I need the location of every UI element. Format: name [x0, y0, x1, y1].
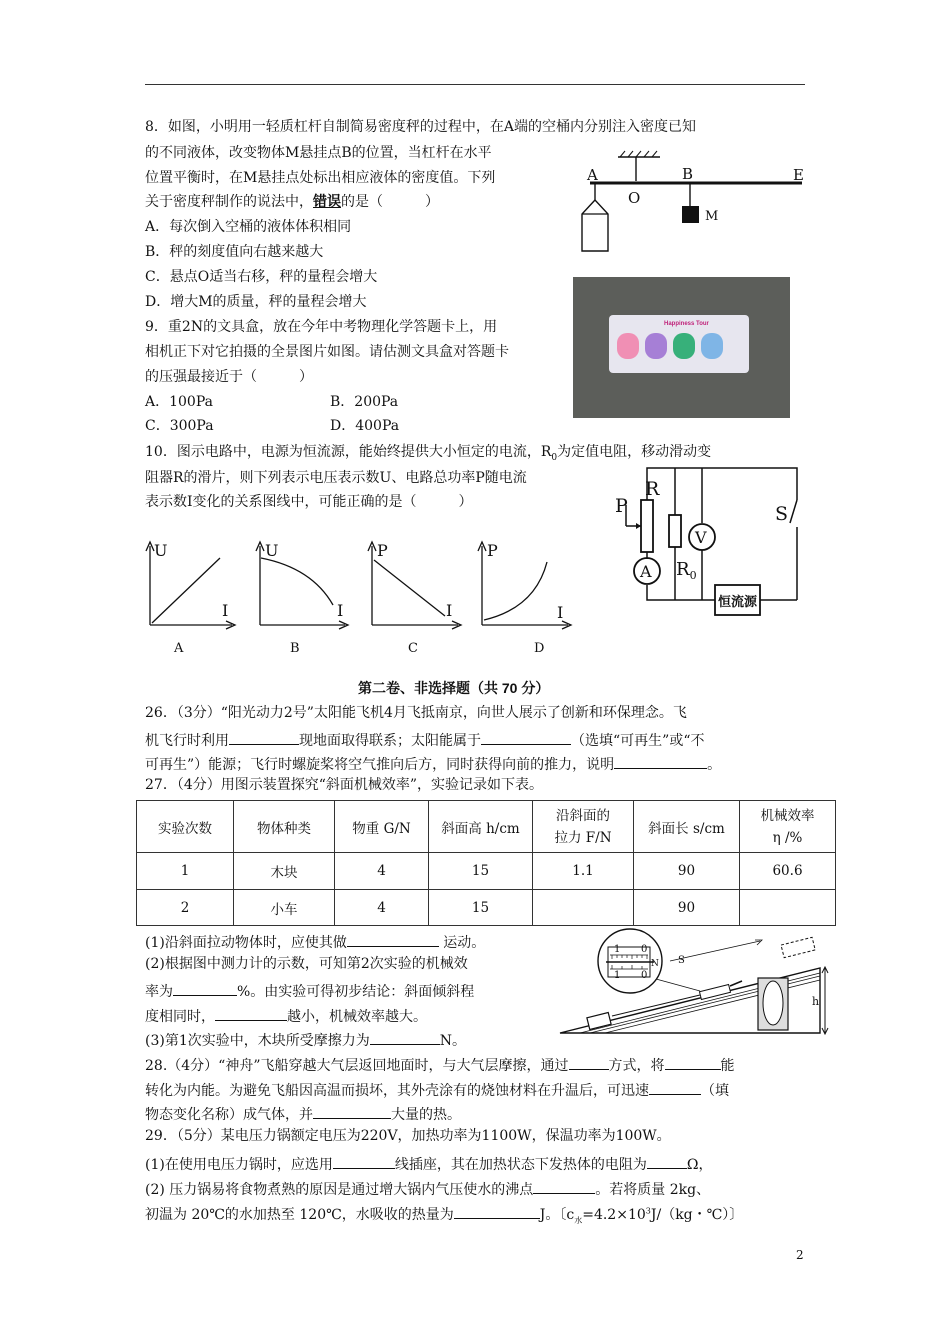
bear-pink-icon	[617, 333, 639, 359]
q27-intro: 27．（4分）用图示装置探究“斜面机械效率”，实验记录如下表。	[145, 777, 544, 793]
q9-line1: 9．重2N的文具盒，放在今年中考物理化学答题卡上，用	[145, 319, 498, 335]
q9-line3: 的压强最接近于（ ）	[145, 369, 313, 385]
q28-line1-end: 能	[720, 1058, 735, 1074]
q9-line2: 相机正下对它拍摄的全景图片如图。请估测文具盒对答题卡	[145, 344, 509, 360]
header-rule	[145, 84, 805, 85]
cell: 15	[429, 890, 533, 926]
q8-line4-end: 的是（ ）	[341, 194, 439, 210]
q27-data-table	[136, 800, 836, 926]
circuit-label-r0	[676, 559, 697, 582]
q26-line3-text: 可再生”）能源；飞行时螺旋桨将空气推向后方，同时获得向前的推力，说明	[145, 757, 615, 773]
q29-line2-end: Ω，	[686, 1157, 713, 1173]
q29-blank-1[interactable]	[333, 1154, 395, 1169]
header-efficiency-l1: 机械效率	[760, 807, 815, 824]
q27-sub2-line2	[145, 981, 474, 999]
voltmeter-label: V	[695, 528, 707, 547]
cell: 1	[137, 853, 234, 890]
q8-label-m: M	[705, 209, 719, 224]
q26-blank-3[interactable]	[614, 754, 707, 769]
q9-option-c: C．300Pa	[145, 418, 214, 434]
header-weight: 物重 G/N	[335, 801, 429, 853]
q28-line1-mid: 方式，将	[608, 1058, 665, 1074]
q26-blank-2[interactable]	[481, 730, 571, 745]
graph-b-option: B	[290, 641, 300, 656]
q8-label-a: A	[587, 166, 598, 184]
pencil-box	[609, 315, 749, 373]
header-efficiency	[740, 801, 836, 853]
q29-blank-4[interactable]	[454, 1204, 540, 1219]
graph-d-x-label: I	[557, 603, 564, 622]
q28-blank-4[interactable]	[313, 1104, 391, 1119]
header-pull-force-l1: 沿斜面的	[556, 807, 610, 824]
cell: 2	[137, 890, 234, 926]
q27-sub1-text: (1)沿斜面拉动物体时，应使其做	[145, 935, 347, 951]
q8-emphasis-wrong: 错误	[313, 194, 341, 210]
q29-exponent: 3	[645, 1206, 651, 1216]
cell: 90	[634, 890, 740, 926]
q27-sub3	[145, 1030, 466, 1048]
q26-blank-1[interactable]	[229, 730, 299, 745]
q29-line2	[145, 1154, 712, 1172]
q8-label-o: O	[628, 189, 641, 207]
header-trial: 实验次数	[137, 801, 234, 853]
scale-unit-n: N	[651, 959, 659, 969]
q9-pencil-box-photo	[573, 277, 790, 418]
q28-line2-end: （填	[701, 1083, 729, 1099]
r0-main: R	[676, 559, 690, 580]
q29-blank-3[interactable]	[533, 1179, 595, 1194]
q27-sub2-l3-text: 度相同时，	[145, 1009, 215, 1025]
bear-purple-icon	[645, 333, 667, 359]
header-length: 斜面长 s/cm	[634, 801, 740, 853]
q26-line2	[145, 730, 704, 748]
q28-line2-text: 转化为内能。为避免飞船因高温而损坏，其外壳涂有的烧蚀材料在升温后，可迅速	[145, 1083, 649, 1099]
pencil-box-logo-text: Happiness Tour	[664, 321, 709, 327]
q29-line4-text: 初温为 20℃的水加热至 120℃，水吸收的热量为	[145, 1207, 454, 1223]
q28-line3-text: 物态变化名称）成气体，并	[145, 1107, 313, 1123]
q26-line2-text: 机飞行时利用	[145, 733, 229, 749]
header-object: 物体种类	[234, 801, 335, 853]
q8-line2: 的不同液体，改变物体M悬挂点B的位置，当杠杆在水平	[145, 145, 492, 161]
q28-blank-1[interactable]	[569, 1055, 609, 1070]
q27-sub2-line1: (2)根据图中测力计的示数，可知第2次实验的机械效	[145, 956, 468, 972]
q9-option-b: B．200Pa	[330, 394, 399, 410]
q27-sub3-end: N。	[439, 1033, 466, 1049]
r0-sub: 0	[689, 569, 697, 582]
q26-line1: 26．（3分）“阳光动力2号”太阳能飞机4月飞抵南京，向世人展示了创新和环保理念。飞	[145, 705, 687, 721]
scale-label-0b: 0	[641, 970, 648, 981]
graph-c-option: C	[408, 641, 418, 656]
q8-label-b: B	[682, 165, 694, 183]
q28-blank-3[interactable]	[649, 1080, 701, 1095]
bear-green-icon	[673, 333, 695, 359]
q27-blank-3[interactable]	[215, 1006, 287, 1021]
scale-label-0: 0	[641, 944, 648, 955]
q10-line1-text: 10．图示电路中，电源为恒流源，能始终提供大小恒定的电流，R	[145, 444, 552, 460]
header-pull-force	[533, 801, 634, 853]
q27-blank-4[interactable]	[370, 1030, 440, 1045]
q10-r0-sub: 0	[551, 452, 558, 463]
q9-option-d: D．400Pa	[330, 418, 400, 434]
q8-line3: 位置平衡时，在M悬挂点处标出相应液体的密度值。下列	[145, 170, 496, 186]
q8-option-c: C．悬点O适当右移，秤的量程会增大	[145, 269, 378, 285]
page-number: 2	[796, 1248, 804, 1262]
q27-sub2-l2-text: 率为	[145, 984, 173, 1000]
q26-line3-end: 。	[707, 757, 722, 773]
q8-option-b: B．秤的刻度值向右越来越大	[145, 244, 324, 260]
q8-lever-figure	[570, 150, 810, 260]
q29-line3-end: 。若将质量 2kg、	[595, 1182, 711, 1198]
header-height: 斜面高 h/cm	[429, 801, 533, 853]
graph-a-x-label: I	[222, 601, 229, 620]
circuit-label-p: P	[615, 495, 628, 517]
cell: 木块	[234, 853, 335, 890]
table-row	[137, 853, 836, 890]
graph-b	[256, 541, 348, 656]
q29-blank-2[interactable]	[647, 1154, 687, 1169]
q8-line4-text: 关于密度秤制作的说法中，	[145, 194, 313, 210]
q29-water-sub: 水	[574, 1215, 583, 1225]
header-pull-force-l2: 拉力 F/N	[554, 829, 612, 846]
q27-sub1	[145, 932, 485, 950]
section-2-heading: 第二卷、非选择题（共 70 分）	[358, 680, 550, 696]
current-source-label: 恒流源	[718, 595, 758, 610]
q10-line1-end: 为定值电阻，移动滑动变	[557, 444, 712, 460]
answer-cell-pull-force[interactable]	[533, 890, 634, 926]
cell: 1.1	[533, 853, 634, 890]
table-header-row	[137, 801, 836, 853]
q29-line4	[145, 1204, 743, 1225]
graph-d	[478, 541, 571, 656]
graph-b-x-label: I	[337, 601, 344, 620]
graph-a-y-label: U	[154, 541, 168, 560]
q10-line1	[145, 445, 711, 463]
q29-line1: 29．（5分）某电压力锅额定电压为220V，加热功率为1100W，保温功率为100W。	[145, 1128, 671, 1144]
bear-blue-icon	[701, 333, 723, 359]
q27-blank-1[interactable]	[347, 932, 439, 947]
q8-line4	[145, 195, 439, 209]
q27-sub3-text: (3)第1次实验中，木块所受摩擦力为	[145, 1033, 370, 1049]
graph-b-y-label: U	[265, 541, 279, 560]
q28-blank-2[interactable]	[665, 1055, 721, 1070]
incline-h-label: h	[812, 995, 820, 1008]
switch-label-s: S	[775, 503, 789, 525]
graph-a	[146, 541, 235, 656]
q29-line3-text: (2) 压力锅易将食物煮熟的原因是通过增大锅内气压使水的沸点	[145, 1182, 534, 1198]
scale-label-1b: 1	[614, 970, 621, 981]
q28-line3	[145, 1104, 461, 1122]
q9-option-a: A．100Pa	[145, 394, 213, 410]
q27-sub2-l3-end: 越小，机械效率越大。	[287, 1009, 427, 1025]
q29-line2-mid: 线插座，其在加热状态下发热体的电阻为	[394, 1157, 647, 1173]
q28-line2	[145, 1080, 729, 1098]
cell: 小车	[234, 890, 335, 926]
cell: 4	[335, 890, 429, 926]
q29-line3	[145, 1179, 710, 1197]
q29-line4-c: J。〔c	[539, 1207, 575, 1223]
cell: 4	[335, 853, 429, 890]
q10-graphs	[140, 538, 590, 658]
ammeter-label: A	[640, 562, 652, 581]
q27-sub2-line3	[145, 1006, 427, 1024]
q29-line4-unit: J/（kg・℃）〕	[650, 1207, 744, 1223]
q8-option-a: A．每次倒入空桶的液体体积相同	[145, 219, 352, 235]
graph-c	[368, 541, 461, 656]
q26-line2-end: （选填“可再生”或“不	[571, 733, 705, 749]
q27-sub1-end: 运动。	[438, 935, 486, 951]
q8-line1: 8．如图，小明用一轻质杠杆自制简易密度秤的过程中，在A端的空桶内分别注入密度已知	[145, 119, 697, 135]
q10-line2: 阻器R的滑片，则下列表示电压表示数U、电路总功率P随电流	[145, 470, 527, 486]
graph-c-x-label: I	[446, 601, 453, 620]
q28-line1-text: 28.（4分）“神舟”飞船穿越大气层返回地面时，与大气层摩擦，通过	[145, 1058, 569, 1074]
q29-line2-text: (1)在使用电压力锅时，应选用	[145, 1157, 333, 1173]
circuit-label-r: R	[645, 478, 660, 500]
graph-d-option: D	[534, 641, 545, 656]
header-efficiency-l2: η /%	[772, 829, 803, 846]
q26-line3	[145, 754, 721, 772]
q27-sub2-l2-end: %。由实验可得初步结论：斜面倾斜程	[237, 984, 475, 1000]
q10-circuit-diagram	[610, 465, 820, 630]
q26-line2-mid: 现地面取得联系；太阳能属于	[299, 733, 481, 749]
q28-line1	[145, 1055, 735, 1073]
table-row	[137, 890, 836, 926]
q8-option-d: D．增大M的质量，秤的量程会增大	[145, 294, 367, 310]
scale-label-1: 1	[614, 944, 621, 955]
cell: 60.6	[740, 853, 836, 890]
graph-c-y-label: P	[377, 541, 388, 560]
cell: 15	[429, 853, 533, 890]
graph-d-y-label: P	[487, 541, 498, 560]
q8-label-e: E	[793, 166, 804, 184]
q10-line3: 表示数I变化的关系图线中，可能正确的是（ ）	[145, 494, 473, 510]
cell: 90	[634, 853, 740, 890]
incline-s-label: S	[678, 955, 685, 966]
q29-line4-value: =4.2×10	[582, 1207, 646, 1223]
graph-a-option: A	[174, 641, 184, 656]
q27-blank-2[interactable]	[173, 981, 237, 996]
q27-incline-figure	[550, 933, 840, 1043]
q28-line3-end: 大量的热。	[391, 1107, 461, 1123]
answer-cell-efficiency[interactable]	[740, 890, 836, 926]
